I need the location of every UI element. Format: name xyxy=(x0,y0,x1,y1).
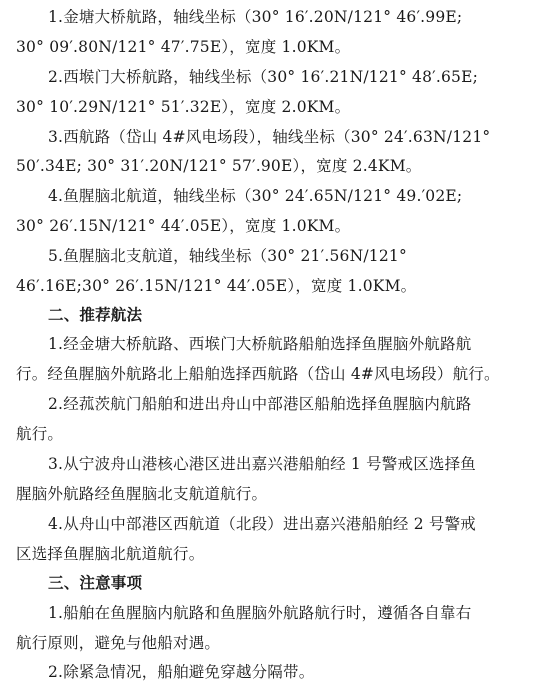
section-3-heading: 三、注意事项 xyxy=(48,574,143,592)
route-1-line-1: 1.金塘大桥航路，轴线坐标（30° 16′.20N/121° 46′.99E; xyxy=(48,8,463,26)
route-4-line-1: 4.鱼腥脑北航道，轴线坐标（30° 24′.65N/121° 49.′02E; xyxy=(48,187,463,205)
route-1-line-2: 30° 09′.80N/121° 47′.75E），宽度 1.0KM。 xyxy=(16,38,351,56)
section-2-item-3-line-1: 3.从宁波舟山港核心港区进出嘉兴港船舶经 1 号警戒区选择鱼 xyxy=(48,455,477,473)
section-2-item-1-line-1: 1.经金塘大桥航路、西堠门大桥航路船舶选择鱼腥脑外航路航 xyxy=(48,335,472,353)
route-4-line-2: 30° 26′.15N/121° 44′.05E），宽度 1.0KM。 xyxy=(16,217,351,235)
route-5-line-1: 5.鱼腥脑北支航道，轴线坐标（30° 21′.56N/121° xyxy=(48,247,407,265)
section-3-item-1-line-1: 1.船舶在鱼腥脑内航路和鱼腥脑外航路航行时，遵循各自靠右 xyxy=(48,604,472,622)
section-3-item-1-line-2: 航行原则，避免与他船对遇。 xyxy=(16,634,221,652)
section-2-item-2-line-2: 航行。 xyxy=(16,425,64,443)
section-2-item-3-line-2: 腥脑外航路经鱼腥脑北支航道航行。 xyxy=(16,485,268,503)
route-2-line-2: 30° 10′.29N/121° 51′.32E），宽度 2.0KM。 xyxy=(16,98,351,116)
section-2-item-2-line-1: 2.经菰茨航门船舶和进出舟山中部港区船舶选择鱼腥脑内航路 xyxy=(48,395,472,413)
section-2-item-1-line-2: 行。经鱼腥脑外航路北上船舶选择西航路（岱山 4#风电场段）航行。 xyxy=(16,365,500,383)
section-2-item-4-line-2: 区选择鱼腥脑北航道航行。 xyxy=(16,545,205,563)
section-2-item-4-line-1: 4.从舟山中部港区西航道（北段）进出嘉兴港船舶经 2 号警戒 xyxy=(48,515,477,533)
route-5-line-2: 46′.16E;30° 26′.15N/121° 44′.05E），宽度 1.0KM。 xyxy=(16,277,417,295)
route-3-line-2: 50′.34E; 30° 31′.20N/121° 57′.90E），宽度 2.4KM。 xyxy=(16,157,422,175)
route-3-line-1: 3.西航路（岱山 4#风电场段），轴线坐标（30° 24′.63N/121° xyxy=(48,128,491,146)
section-3-item-2-line-1: 2.除紧急情况，船舶避免穿越分隔带。 xyxy=(48,663,315,681)
section-2-heading: 二、推荐航法 xyxy=(48,306,143,324)
route-2-line-1: 2.西堠门大桥航路，轴线坐标（30° 16′.21N/121° 48′.65E; xyxy=(48,68,479,86)
